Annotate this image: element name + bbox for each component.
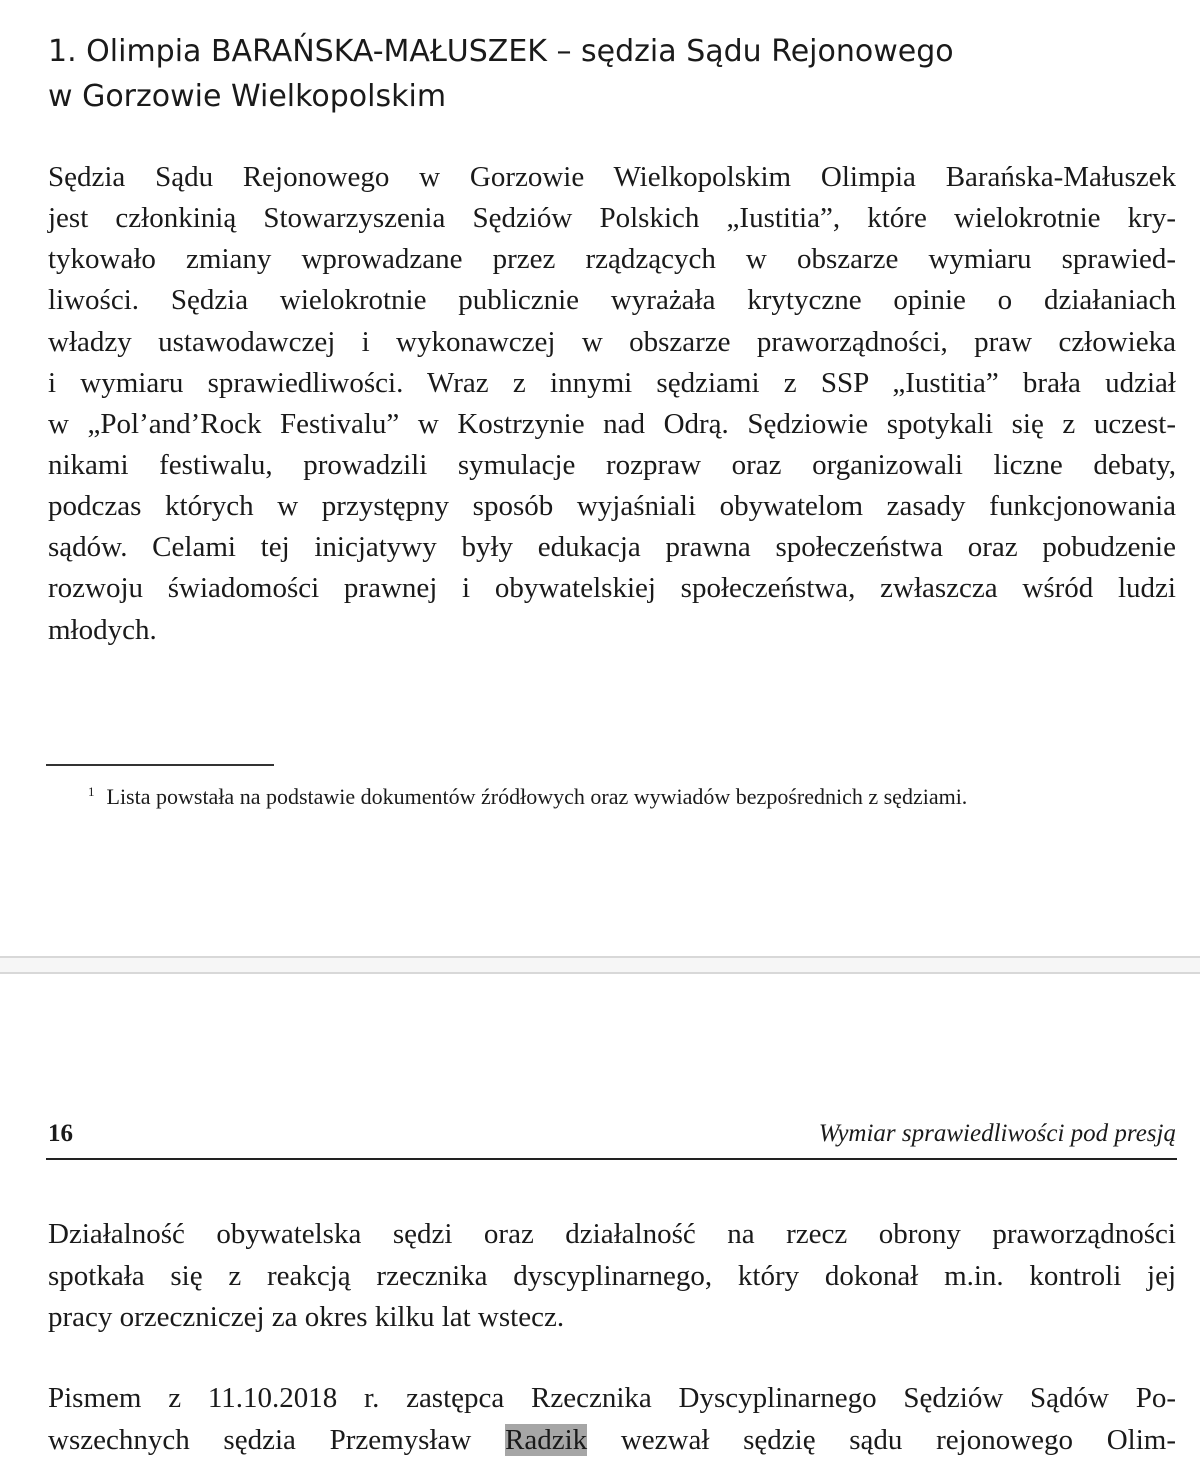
footnote: [88, 784, 967, 810]
text-line: władzy ustawodawczej i wykonawczej w obszarze praworządności, praw człowieka: [48, 326, 1176, 358]
section-heading: w Gorzowie Wielkopolskim: [48, 79, 447, 114]
text-segment: wszechnych sędzia Przemysław: [48, 1424, 506, 1456]
text-line: Pismem z 11.10.2018 r. zastępca Rzecznika Dyscyplinarnego Sędziów Sądów Po-: [48, 1382, 1176, 1414]
text-line: sądów. Celami tej inicjatywy były edukacja prawna społeczeństwa oraz pobudzenie: [48, 531, 1176, 563]
text-line: tykowało zmiany wprowadzane przez rządzących w obszarze wymiaru sprawied-: [48, 243, 1176, 275]
search-highlight[interactable]: Radzik: [505, 1424, 588, 1456]
section-heading: 1. Olimpia BARAŃSKA-MAŁUSZEK – sędzia Sądu Rejonowego: [48, 34, 954, 69]
text-line: liwości. Sędzia wielokrotnie publicznie wyrażała krytyczne opinie o działaniach: [48, 284, 1176, 316]
footnote-text: Lista powstała na podstawie dokumentów źródłowych oraz wywiadów bezpośrednich z sędziami.: [106, 784, 968, 809]
text-line: młodych.: [48, 614, 157, 646]
running-header: Wymiar sprawiedliwości pod presją: [818, 1120, 1176, 1147]
text-line: i wymiaru sprawiedliwości. Wraz z innymi sędziami z SSP „Iustitia” brała udział: [48, 367, 1176, 399]
page-number: 16: [48, 1120, 73, 1147]
text-line: nikami festiwalu, prowadzili symulacje rozpraw oraz organizowali liczne debaty,: [48, 449, 1176, 481]
text-line: podczas których w przystępny sposób wyjaśniali obywatelom zasady funkcjonowania: [48, 490, 1176, 522]
text-line: Sędzia Sądu Rejonowego w Gorzowie Wielkopolskim Olimpia Barańska-Małuszek: [48, 161, 1176, 193]
text-line: rozwoju świadomości prawnej i obywatelskiej społeczeństwa, zwłaszcza wśród ludzi: [48, 572, 1176, 604]
text-line: w „Pol’and’Rock Festivalu” w Kostrzynie nad Odrą. Sędziowie spotykali się z uczest-: [48, 408, 1176, 440]
page-break: [0, 956, 1200, 974]
footnote-separator: [46, 764, 274, 766]
text-line: [48, 1422, 1176, 1458]
text-line: pracy orzeczniczej za okres kilku lat wstecz.: [48, 1301, 565, 1333]
text-line: Działalność obywatelska sędzi oraz działalność na rzecz obrony praworządności: [48, 1218, 1176, 1250]
footnote-marker: 1: [88, 784, 95, 799]
text-line: spotkała się z reakcją rzecznika dyscyplinarnego, który dokonał m.in. kontroli jej: [48, 1260, 1176, 1292]
text-line: jest członkinią Stowarzyszenia Sędziów Polskich „Iustitia”, które wielokrotnie kry-: [48, 202, 1176, 234]
header-rule: [46, 1158, 1177, 1160]
text-segment: wezwał sędzię sądu rejonowego Olim-: [587, 1424, 1176, 1456]
